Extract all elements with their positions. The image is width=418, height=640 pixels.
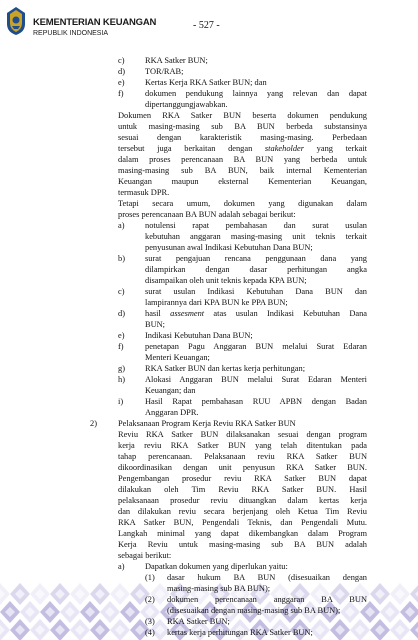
text-line: e)	[118, 78, 125, 87]
text-line: masing-masing sub BA BUN);	[167, 584, 271, 593]
text-line: f)	[118, 342, 124, 351]
text-line: (disesuaikan dengan masing-masing sub BA BUN);	[167, 606, 341, 615]
text-line: Pengembangan prosedur reviu RKA Satker BUN dapat	[118, 474, 367, 483]
text-line: RKA Satker BUN, Pengendali Teknis, dan Pengendali Mutu.	[118, 518, 367, 527]
text-line: RKA Satker BUN dan kertas kerja perhitungan;	[145, 364, 306, 373]
text-line: c)	[118, 56, 125, 65]
text-line: termasuk DPR.	[118, 188, 170, 197]
text-line: f)	[118, 89, 124, 98]
text-line: Indikasi Kebutuhan Dana BUN;	[145, 331, 253, 340]
text-line: masing-masing sub BA BUN, baik internal Kementerian	[118, 166, 367, 175]
text-line: dalam proses perencanaan BA BUN yang berbeda untuk	[118, 155, 367, 164]
text-line: TOR/RAB;	[145, 67, 184, 76]
text-line: (1)	[145, 573, 155, 582]
text-line: h)	[118, 375, 125, 384]
text-line: Keuangan maupun eksternal Kementerian Keuangan,	[118, 177, 367, 186]
text-line: dokumen perencanaan anggaran BA BUN	[167, 595, 367, 604]
text-line: (3)	[145, 617, 155, 626]
page-number: - 527 -	[193, 20, 220, 31]
text-line: e)	[118, 331, 125, 340]
text-line: (2)	[145, 595, 155, 604]
text-line: Alokasi Anggaran BUN melalui Surat Edaran Menteri	[145, 375, 367, 384]
text-line: a)	[118, 221, 125, 230]
text-line: disampaikan oleh unit teknis kepada KPA BUN;	[145, 276, 307, 285]
text-line: dipertanggungjawabkan.	[145, 100, 228, 109]
text-line: Menteri Keuangan;	[145, 353, 210, 362]
text-line: RKA Satker BUN;	[167, 617, 230, 626]
text-line: pelaksanaan prosedur reviu dituangkan dalam kertas kerja	[118, 496, 367, 505]
text-line: kerja reviu RKA Satker BUN yang telah ditentukan pada	[118, 441, 367, 450]
text-line: untuk masing-masing sub BA BUN berbeda substansinya	[118, 122, 367, 131]
text-line: BUN;	[145, 320, 166, 329]
text-line: (4)	[145, 628, 155, 637]
text-line: hasil assesment atas usulan Indikasi Kebutuhan Dana	[145, 309, 367, 318]
text-line: Langkah minimal yang dapat dikembangkan dalam Program	[118, 529, 367, 538]
text-line: penetapan Pagu Anggaran BUN melalui Surat Edaran	[145, 342, 367, 351]
republic-name: REPUBLIK INDONESIA	[33, 30, 109, 37]
text-line: RKA Satker BUN;	[145, 56, 208, 65]
text-line: surat pengajuan rencana penggunaan dana yang	[145, 254, 367, 263]
text-line: i)	[118, 397, 124, 406]
text-line: tahap perencanaan. Pelaksanaan reviu RKA Satker BUN	[118, 452, 367, 461]
text-line: dokumen pendukung lainnya yang relevan dan dapat	[145, 89, 367, 98]
text-line: dan dilakukan reviu secara berjenjang oleh Ketua Tim Reviu	[118, 507, 367, 516]
text-line: kertas kerja perhitungan RKA Satker BUN;	[167, 628, 313, 637]
text-line: Kertas Kerja RKA Satker BUN; dan	[145, 78, 267, 87]
text-line: surat usulan Indikasi Kebutuhan Dana BUN dan	[145, 287, 367, 296]
text-line: dilampirkan dengan dasar perhitungan angka	[145, 265, 367, 274]
text-line: Tetapi secara umum, dokumen yang digunakan dalam	[118, 199, 367, 208]
ministry-name: KEMENTERIAN KEUANGAN	[33, 17, 157, 28]
text-line: d)	[118, 309, 125, 318]
text-line: notulensi rapat pembahasan dan surat usulan	[145, 221, 367, 230]
text-line: dikoordinasikan dengan unit penyusun RKA Satker BUN.	[118, 463, 367, 472]
text-line: Dokumen RKA Satker BUN beserta dokumen pendukung	[118, 111, 367, 120]
text-line: 2)	[90, 419, 97, 428]
text-line: Pelaksanaan Program Kerja Reviu RKA Satker BUN	[118, 419, 296, 428]
text-line: Hasil Rapat pembahasan RUU APBN dengan Badan	[145, 397, 367, 406]
text-line: g)	[118, 364, 125, 373]
text-line: dilakukan oleh Tim Reviu RKA Satker BUN. Hasil	[118, 485, 367, 494]
text-line: Kerja Reviu untuk masing-masing sub BA BUN adalah	[118, 540, 367, 549]
text-line: tersebut juga berkaitan dengan stakeholder yang terkait	[118, 144, 367, 153]
text-line: Anggaran DPR.	[145, 408, 199, 417]
text-line: penyusunan awal Indikasi Kebutuhan Dana BUN;	[145, 243, 313, 252]
text-line: sesuai dengan karakteristik masing-masing. Perbedaan	[118, 133, 367, 142]
text-line: lampirannya dari KPA BUN ke PPA BUN;	[145, 298, 288, 307]
text-line: proses perencanaan BA BUN adalah sebagai berikut:	[118, 210, 296, 219]
text-line: Dapatkan dokumen yang diperlukan yaitu:	[145, 562, 288, 571]
text-line: c)	[118, 287, 125, 296]
text-line: dasar hukum BA BUN (disesuaikan dengan	[167, 573, 367, 582]
text-line: a)	[118, 562, 125, 571]
text-line: Reviu RKA Satker BUN dilaksanakan sesuai dengan program	[118, 430, 367, 439]
text-line: kebutuhan anggaran masing-masing unit teknis terkait	[145, 232, 367, 241]
text-line: b)	[118, 254, 125, 263]
text-line: Keuangan; dan	[145, 386, 196, 395]
text-line: d)	[118, 67, 125, 76]
text-line: sebagai berikut:	[118, 551, 172, 560]
